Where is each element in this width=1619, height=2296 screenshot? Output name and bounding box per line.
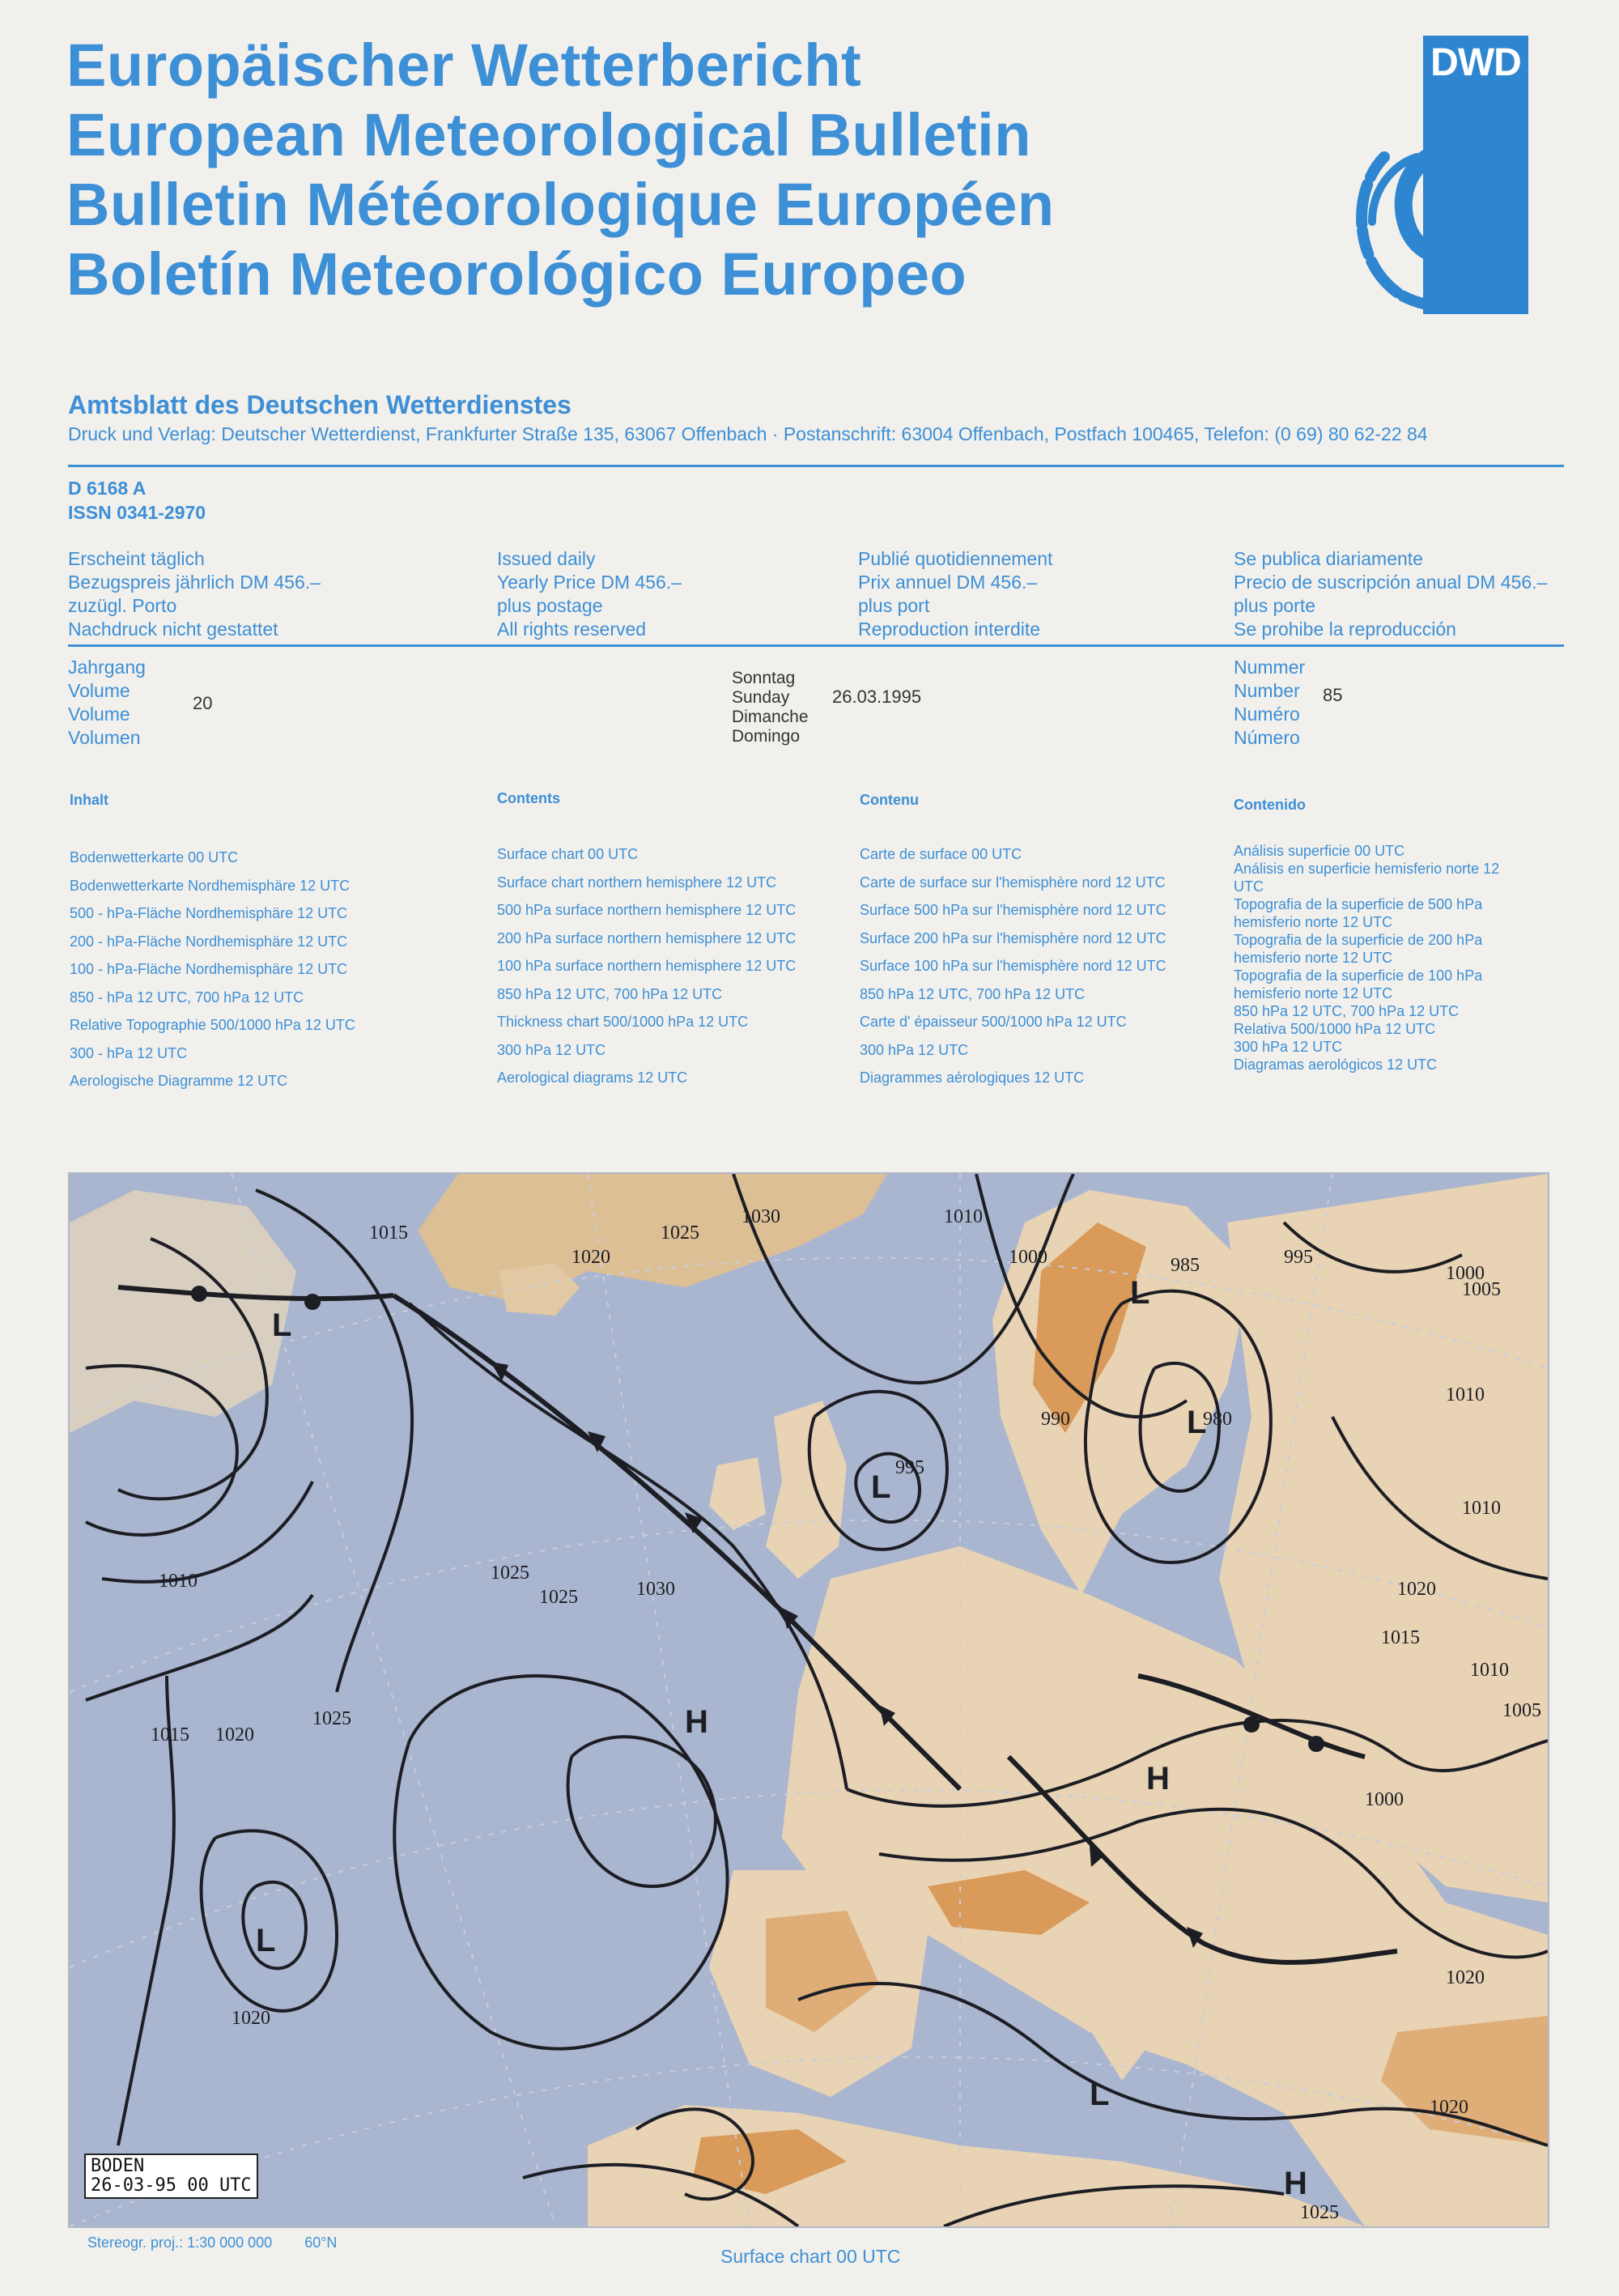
swirl-logo-icon bbox=[1336, 100, 1528, 319]
weekday-label: Dimanche bbox=[732, 708, 809, 726]
isobar bbox=[202, 1830, 337, 2010]
toc-item: 200 hPa surface northern hemisphere 12 UTC bbox=[497, 929, 797, 946]
toc-item: Topografia de la superficie de 100 hPa hemisferio norte 12 UTC bbox=[1234, 967, 1483, 1001]
toc-item: 300 - hPa 12 UTC bbox=[70, 1044, 188, 1061]
info-line: plus postage bbox=[497, 595, 603, 616]
toc-item: Thickness chart 500/1000 hPa 12 UTC bbox=[497, 1014, 749, 1030]
isobar-label: 1005 bbox=[1462, 1279, 1501, 1300]
toc-list-spanish bbox=[1234, 842, 1525, 1074]
bulletin-titles bbox=[66, 31, 1329, 309]
isobar bbox=[568, 1737, 716, 1886]
info-line: Issued daily bbox=[497, 548, 596, 569]
toc-heading-english: Contents bbox=[497, 790, 560, 806]
weather-map-drawing bbox=[70, 1174, 1548, 2226]
isobar bbox=[394, 1676, 727, 2049]
low-pressure-center: L bbox=[1130, 1275, 1150, 1311]
low-pressure-center: L bbox=[256, 1923, 276, 1958]
toc-item: 300 hPa 12 UTC bbox=[860, 1041, 969, 1058]
toc-item: Carte d' épaisseur 500/1000 hPa 12 UTC bbox=[860, 1014, 1127, 1030]
isobar-label: 1020 bbox=[1430, 2097, 1468, 2118]
toc-item: Surface 500 hPa sur l'hemisphère nord 12 UTC bbox=[860, 902, 1166, 918]
isobar-label: 1015 bbox=[369, 1222, 408, 1244]
logo-text: DWD bbox=[1430, 41, 1521, 84]
number-label: Number bbox=[1234, 680, 1300, 701]
toc-item: Diagramas aerológicos 12 UTC bbox=[1234, 1057, 1438, 1073]
toc-item: Topografia de la superficie de 200 hPa hemisferio norte 12 UTC bbox=[1234, 932, 1483, 966]
isobar-label: 1010 bbox=[1462, 1498, 1501, 1519]
volume-label: Volume bbox=[68, 680, 130, 701]
toc-item: Aerologische Diagramme 12 UTC bbox=[70, 1073, 288, 1089]
canada-land bbox=[70, 1190, 296, 1433]
divider-top bbox=[68, 465, 1564, 467]
toc-item: 100 hPa surface northern hemisphere 12 UTC bbox=[497, 958, 797, 974]
number-label: Numéro bbox=[1234, 704, 1300, 725]
toc-item: 500 - hPa-Fläche Nordhemisphäre 12 UTC bbox=[70, 905, 348, 921]
toc-item: Carte de surface sur l'hemisphère nord 12 UTC bbox=[860, 874, 1166, 891]
map-projection-note bbox=[87, 2234, 337, 2251]
isobar-label: 1020 bbox=[215, 1724, 254, 1745]
issn: ISSN 0341-2970 bbox=[68, 502, 206, 523]
publisher-address: Druck und Verlag: Deutscher Wetterdienst, Frankfurter Straße 135, 63067 Offenbach · Postanschrift: 63004 Offenbach, Postfach 100465, Telefon: (0 69) 80 62-22 84 bbox=[68, 423, 1428, 444]
number-labels bbox=[1234, 656, 1305, 750]
toc-item: 200 - hPa-Fläche Nordhemisphäre 12 UTC bbox=[70, 933, 348, 950]
isobar-label: 995 bbox=[1284, 1247, 1313, 1268]
isobar-label: 1020 bbox=[1397, 1579, 1436, 1600]
toc-item: 300 hPa 12 UTC bbox=[497, 1041, 606, 1058]
low-pressure-center: L bbox=[871, 1469, 891, 1505]
toc-item: 850 hPa 12 UTC, 700 hPa 12 UTC bbox=[1234, 1003, 1460, 1019]
toc-list-english bbox=[497, 845, 796, 1097]
toc-heading-french: Contenu bbox=[860, 792, 919, 808]
info-line: plus port bbox=[858, 595, 930, 616]
toc-item: Bodenwetterkarte 00 UTC bbox=[70, 849, 239, 865]
title-english: European Meteorological Bulletin bbox=[66, 101, 1031, 168]
dwd-logo bbox=[1336, 36, 1528, 319]
info-line: Prix annuel DM 456.– bbox=[858, 572, 1038, 593]
toc-item: 850 hPa 12 UTC, 700 hPa 12 UTC bbox=[497, 985, 723, 1002]
isobar-label: 1030 bbox=[636, 1579, 675, 1600]
isobar-label: 1025 bbox=[1300, 2202, 1339, 2223]
number-label: Nummer bbox=[1234, 657, 1306, 678]
info-line: Reproduction interdite bbox=[858, 619, 1041, 640]
ireland-land bbox=[709, 1457, 766, 1530]
info-line: Nachdruck nicht gestattet bbox=[68, 619, 278, 640]
greenland-land bbox=[418, 1174, 887, 1303]
graticule-line bbox=[588, 1174, 750, 2226]
stamp-datetime: 26-03-95 00 UTC bbox=[91, 2175, 252, 2196]
office-name: Amtsblatt des Deutschen Wetterdienstes bbox=[68, 390, 572, 419]
isobar-label: 1025 bbox=[661, 1222, 699, 1244]
toc-list-french bbox=[860, 845, 1166, 1097]
isobar-label: 995 bbox=[895, 1457, 924, 1478]
isobar-label: 1015 bbox=[1381, 1627, 1420, 1648]
info-line: Precio de suscripción anual DM 456.– bbox=[1234, 572, 1548, 593]
info-line: Yearly Price DM 456.– bbox=[497, 572, 682, 593]
high-pressure-center: H bbox=[1146, 1761, 1170, 1796]
toc-list-german bbox=[70, 848, 355, 1100]
info-line: Se prohibe la reproducción bbox=[1234, 619, 1456, 640]
isobar-label: 1015 bbox=[151, 1724, 189, 1745]
toc-item: Relative Topographie 500/1000 hPa 12 UTC bbox=[70, 1017, 355, 1033]
isobar-label: 1030 bbox=[742, 1206, 780, 1227]
isobar-label: 1000 bbox=[1365, 1789, 1404, 1810]
info-french bbox=[858, 547, 1052, 641]
isobar-label: 1010 bbox=[944, 1206, 983, 1227]
toc-item: Topografia de la superficie de 500 hPa hemisferio norte 12 UTC bbox=[1234, 896, 1483, 930]
isobar bbox=[118, 1676, 174, 2145]
info-line: Se publica diariamente bbox=[1234, 548, 1423, 569]
isobar-label: 1010 bbox=[159, 1571, 198, 1592]
british-isles-land bbox=[766, 1401, 847, 1579]
volume-value: 20 bbox=[193, 693, 213, 713]
isobar-label: 1020 bbox=[232, 2008, 270, 2029]
projection-text: Stereogr. proj.: 1:30 000 000 bbox=[87, 2234, 273, 2251]
low-pressure-center: L bbox=[272, 1307, 292, 1343]
info-line: Publié quotidiennement bbox=[858, 548, 1053, 569]
toc-item: 300 hPa 12 UTC bbox=[1234, 1039, 1343, 1055]
volume-label: Jahrgang bbox=[68, 657, 146, 678]
toc-item: Carte de surface 00 UTC bbox=[860, 846, 1022, 862]
toc-item: Surface chart northern hemisphere 12 UTC bbox=[497, 874, 777, 891]
high-pressure-center: H bbox=[1284, 2166, 1307, 2201]
toc-item: Bodenwetterkarte Nordhemisphäre 12 UTC bbox=[70, 877, 351, 894]
isobar-label: 985 bbox=[1171, 1255, 1200, 1276]
info-line: zuzügl. Porto bbox=[68, 595, 177, 616]
chart-stamp bbox=[84, 2154, 258, 2199]
isobar-label: 1020 bbox=[1446, 1967, 1485, 1988]
info-german bbox=[68, 547, 321, 641]
front-barb bbox=[1243, 1716, 1260, 1733]
toc-item: Surface chart 00 UTC bbox=[497, 846, 639, 862]
title-spanish: Boletín Meteorológico Europeo bbox=[66, 240, 967, 308]
toc-item: Análisis en superficie hemisferio norte 12 UTC bbox=[1234, 861, 1500, 895]
high-pressure-center: H bbox=[685, 1704, 708, 1740]
toc-item: Surface 200 hPa sur l'hemisphère nord 12 UTC bbox=[860, 929, 1166, 946]
toc-item: 500 hPa surface northern hemisphere 12 UTC bbox=[497, 902, 797, 918]
toc-item: 850 - hPa 12 UTC, 700 hPa 12 UTC bbox=[70, 989, 304, 1006]
publication-ids bbox=[68, 476, 206, 525]
toc-item: Aerological diagrams 12 UTC bbox=[497, 1069, 688, 1086]
volume-label: Volumen bbox=[68, 727, 141, 748]
volume-label: Volume bbox=[68, 704, 130, 725]
toc-heading-spanish: Contenido bbox=[1234, 797, 1306, 813]
latitude-text: 60°N bbox=[304, 2234, 338, 2251]
isobar-label: 980 bbox=[1203, 1409, 1232, 1430]
toc-item: Análisis superficie 00 UTC bbox=[1234, 843, 1405, 859]
isobar-label: 1025 bbox=[312, 1708, 351, 1729]
isobar-label: 1020 bbox=[572, 1247, 610, 1268]
title-german: Europäischer Wetterbericht bbox=[66, 32, 862, 99]
front-barb bbox=[304, 1294, 321, 1310]
isobar-label: 1010 bbox=[1446, 1384, 1485, 1405]
weekday-labels bbox=[732, 669, 809, 746]
number-label: Número bbox=[1234, 727, 1300, 748]
toc-item: Diagrammes aérologiques 12 UTC bbox=[860, 1069, 1085, 1086]
surface-weather-map bbox=[68, 1172, 1549, 2228]
publication-code: D 6168 A bbox=[68, 478, 147, 499]
isobar-label: 990 bbox=[1041, 1409, 1070, 1430]
isobar-label: 1000 bbox=[1009, 1247, 1047, 1268]
isobar-label: 1025 bbox=[491, 1563, 529, 1584]
toc-item: Surface 100 hPa sur l'hemisphère nord 12 UTC bbox=[860, 958, 1166, 974]
isobar bbox=[86, 1595, 312, 1700]
toc-heading-german: Inhalt bbox=[70, 792, 108, 808]
info-english bbox=[497, 547, 682, 641]
isobar-label: 1005 bbox=[1502, 1700, 1541, 1721]
toc-item: 100 - hPa-Fläche Nordhemisphäre 12 UTC bbox=[70, 961, 348, 977]
title-french: Bulletin Météorologique Européen bbox=[66, 171, 1055, 238]
stamp-title: BODEN bbox=[91, 2156, 145, 2176]
isobar-label: 1025 bbox=[539, 1587, 578, 1608]
weekday-label: Domingo bbox=[732, 727, 801, 746]
front-barb bbox=[191, 1286, 207, 1302]
weekday-label: Sonntag bbox=[732, 669, 796, 687]
low-pressure-center: L bbox=[1187, 1405, 1207, 1440]
toc-item: Relativa 500/1000 hPa 12 UTC bbox=[1234, 1021, 1436, 1037]
issue-date: 26.03.1995 bbox=[832, 687, 922, 707]
info-line: Erscheint täglich bbox=[68, 548, 205, 569]
issue-number: 85 bbox=[1323, 685, 1343, 705]
divider-middle bbox=[68, 644, 1564, 647]
isobar-label: 1000 bbox=[1446, 1263, 1485, 1284]
weekday-label: Sunday bbox=[732, 688, 790, 707]
info-line: Bezugspreis jährlich DM 456.– bbox=[68, 572, 321, 593]
toc-item: 850 hPa 12 UTC, 700 hPa 12 UTC bbox=[860, 985, 1086, 1002]
volume-labels bbox=[68, 656, 146, 750]
front-barb bbox=[1308, 1736, 1324, 1752]
isobar-label: 1010 bbox=[1470, 1660, 1509, 1681]
map-caption: Surface chart 00 UTC bbox=[720, 2246, 901, 2267]
info-line: plus porte bbox=[1234, 595, 1316, 616]
low-pressure-center: L bbox=[1090, 2077, 1110, 2112]
info-line: All rights reserved bbox=[497, 619, 647, 640]
info-spanish bbox=[1234, 547, 1547, 641]
office-block bbox=[68, 390, 1428, 445]
